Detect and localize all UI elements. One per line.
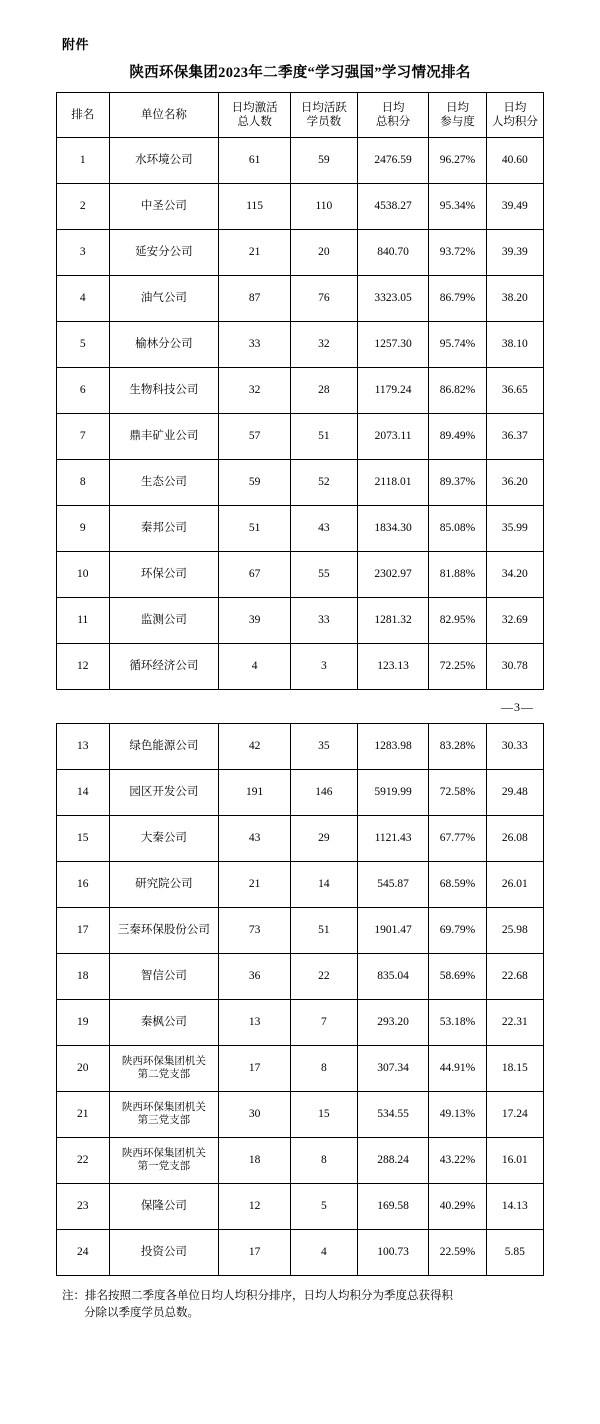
cell-activated: 32 bbox=[219, 368, 291, 414]
cell-activated: 42 bbox=[219, 724, 291, 770]
cell-unit: 秦枫公司 bbox=[109, 1000, 219, 1046]
table-row bbox=[57, 770, 544, 816]
cell-per-capita: 16.01 bbox=[486, 1138, 543, 1184]
cell-activated: 12 bbox=[219, 1184, 291, 1230]
cell-activated: 21 bbox=[219, 230, 291, 276]
cell-unit: 研究院公司 bbox=[109, 862, 219, 908]
cell-unit: 中圣公司 bbox=[109, 184, 219, 230]
table-row bbox=[57, 552, 544, 598]
cell-participation: 49.13% bbox=[429, 1092, 486, 1138]
cell-participation: 72.25% bbox=[429, 644, 486, 690]
table-row bbox=[57, 506, 544, 552]
table-row bbox=[57, 954, 544, 1000]
cell-participation: 81.88% bbox=[429, 552, 486, 598]
cell-participation: 72.58% bbox=[429, 770, 486, 816]
cell-rank: 20 bbox=[57, 1046, 110, 1092]
cell-per-capita: 5.85 bbox=[486, 1230, 543, 1276]
cell-participation: 95.74% bbox=[429, 322, 486, 368]
cell-participation: 86.82% bbox=[429, 368, 486, 414]
cell-per-capita: 35.99 bbox=[486, 506, 543, 552]
attachment-label: 附件 bbox=[62, 37, 90, 52]
cell-active: 146 bbox=[290, 770, 357, 816]
header-line-1: 日均 bbox=[446, 101, 470, 114]
header-line-1: 日均活跃 bbox=[300, 101, 347, 114]
note-line-2: 分除以季度学员总数。 bbox=[84, 1307, 199, 1320]
table-header-row bbox=[57, 93, 544, 138]
cell-rank: 13 bbox=[57, 724, 110, 770]
table-row bbox=[57, 322, 544, 368]
cell-total-score: 2476.59 bbox=[357, 138, 429, 184]
cell-participation: 22.59% bbox=[429, 1230, 486, 1276]
cell-unit-line-1: 陕西环保集团机关 bbox=[121, 1101, 206, 1113]
column-header-participation bbox=[429, 93, 486, 138]
cell-per-capita: 25.98 bbox=[486, 908, 543, 954]
cell-rank: 11 bbox=[57, 598, 110, 644]
table-row bbox=[57, 184, 544, 230]
cell-unit-line-1: 陕西环保集团机关 bbox=[121, 1055, 206, 1067]
cell-per-capita: 32.69 bbox=[486, 598, 543, 644]
column-header-activated bbox=[219, 93, 291, 138]
cell-activated: 39 bbox=[219, 598, 291, 644]
cell-rank: 8 bbox=[57, 460, 110, 506]
cell-activated: 59 bbox=[219, 460, 291, 506]
cell-participation: 89.49% bbox=[429, 414, 486, 460]
cell-rank: 12 bbox=[57, 644, 110, 690]
cell-active: 59 bbox=[290, 138, 357, 184]
cell-participation: 67.77% bbox=[429, 816, 486, 862]
header-line-1: 日均 bbox=[503, 101, 527, 114]
cell-per-capita: 38.10 bbox=[486, 322, 543, 368]
cell-per-capita: 38.20 bbox=[486, 276, 543, 322]
cell-active: 55 bbox=[290, 552, 357, 598]
cell-unit: 榆林分公司 bbox=[109, 322, 219, 368]
table-row bbox=[57, 1138, 544, 1184]
cell-rank: 14 bbox=[57, 770, 110, 816]
cell-per-capita: 26.08 bbox=[486, 816, 543, 862]
cell-active: 7 bbox=[290, 1000, 357, 1046]
table-row bbox=[57, 1000, 544, 1046]
cell-unit bbox=[109, 1138, 219, 1184]
cell-unit bbox=[109, 1046, 219, 1092]
cell-total-score: 3323.05 bbox=[357, 276, 429, 322]
cell-rank: 15 bbox=[57, 816, 110, 862]
cell-participation: 93.72% bbox=[429, 230, 486, 276]
cell-unit: 延安分公司 bbox=[109, 230, 219, 276]
cell-unit: 园区开发公司 bbox=[109, 770, 219, 816]
cell-rank: 7 bbox=[57, 414, 110, 460]
cell-activated: 36 bbox=[219, 954, 291, 1000]
cell-rank: 18 bbox=[57, 954, 110, 1000]
cell-activated: 87 bbox=[219, 276, 291, 322]
table-row bbox=[57, 862, 544, 908]
cell-per-capita: 29.48 bbox=[486, 770, 543, 816]
table-row bbox=[57, 644, 544, 690]
cell-activated: 115 bbox=[219, 184, 291, 230]
cell-active: 14 bbox=[290, 862, 357, 908]
cell-total-score: 840.70 bbox=[357, 230, 429, 276]
header-line-1: 排名 bbox=[71, 108, 95, 121]
table-body-part1 bbox=[57, 138, 544, 690]
cell-total-score: 534.55 bbox=[357, 1092, 429, 1138]
header-line-2: 参与度 bbox=[440, 116, 475, 128]
cell-total-score: 5919.99 bbox=[357, 770, 429, 816]
cell-total-score: 835.04 bbox=[357, 954, 429, 1000]
cell-unit: 秦邦公司 bbox=[109, 506, 219, 552]
cell-total-score: 169.58 bbox=[357, 1184, 429, 1230]
cell-total-score: 1283.98 bbox=[357, 724, 429, 770]
cell-unit: 三秦环保股份公司 bbox=[109, 908, 219, 954]
cell-total-score: 288.24 bbox=[357, 1138, 429, 1184]
cell-rank: 5 bbox=[57, 322, 110, 368]
table-note bbox=[56, 1288, 544, 1323]
cell-active: 4 bbox=[290, 1230, 357, 1276]
cell-total-score: 100.73 bbox=[357, 1230, 429, 1276]
cell-activated: 51 bbox=[219, 506, 291, 552]
cell-active: 5 bbox=[290, 1184, 357, 1230]
cell-unit: 智信公司 bbox=[109, 954, 219, 1000]
header-line-1: 日均激活 bbox=[231, 101, 278, 114]
cell-rank: 6 bbox=[57, 368, 110, 414]
cell-activated: 4 bbox=[219, 644, 291, 690]
cell-activated: 33 bbox=[219, 322, 291, 368]
cell-per-capita: 39.39 bbox=[486, 230, 543, 276]
cell-total-score: 1281.32 bbox=[357, 598, 429, 644]
cell-participation: 53.18% bbox=[429, 1000, 486, 1046]
cell-rank: 2 bbox=[57, 184, 110, 230]
table-row bbox=[57, 816, 544, 862]
cell-per-capita: 40.60 bbox=[486, 138, 543, 184]
cell-per-capita: 39.49 bbox=[486, 184, 543, 230]
cell-total-score: 307.34 bbox=[357, 1046, 429, 1092]
cell-unit-line-2: 第一党支部 bbox=[137, 1160, 191, 1172]
page-number: —3— bbox=[501, 700, 534, 714]
cell-active: 8 bbox=[290, 1138, 357, 1184]
table-row bbox=[57, 1092, 544, 1138]
cell-participation: 95.34% bbox=[429, 184, 486, 230]
cell-unit: 保隆公司 bbox=[109, 1184, 219, 1230]
cell-per-capita: 30.78 bbox=[486, 644, 543, 690]
note-line-1: 注：排名按照二季度各单位日均人均积分排序，日均人均积分为季度总获得积 bbox=[62, 1290, 453, 1302]
cell-participation: 58.69% bbox=[429, 954, 486, 1000]
cell-unit: 大秦公司 bbox=[109, 816, 219, 862]
cell-rank: 22 bbox=[57, 1138, 110, 1184]
cell-activated: 21 bbox=[219, 862, 291, 908]
cell-activated: 18 bbox=[219, 1138, 291, 1184]
cell-total-score: 1121.43 bbox=[357, 816, 429, 862]
page-title: 陕西环保集团2023年二季度“学习强国”学习情况排名 bbox=[129, 65, 471, 81]
cell-activated: 13 bbox=[219, 1000, 291, 1046]
cell-participation: 40.29% bbox=[429, 1184, 486, 1230]
cell-unit bbox=[109, 1092, 219, 1138]
header-line-2: 总人数 bbox=[237, 116, 272, 128]
cell-participation: 68.59% bbox=[429, 862, 486, 908]
cell-activated: 17 bbox=[219, 1046, 291, 1092]
table-row bbox=[57, 1230, 544, 1276]
cell-per-capita: 36.65 bbox=[486, 368, 543, 414]
table-row bbox=[57, 414, 544, 460]
table-row bbox=[57, 230, 544, 276]
cell-total-score: 1901.47 bbox=[357, 908, 429, 954]
cell-total-score: 1834.30 bbox=[357, 506, 429, 552]
cell-activated: 73 bbox=[219, 908, 291, 954]
cell-rank: 21 bbox=[57, 1092, 110, 1138]
cell-rank: 24 bbox=[57, 1230, 110, 1276]
cell-rank: 9 bbox=[57, 506, 110, 552]
column-header-unit bbox=[109, 93, 219, 138]
cell-total-score: 1257.30 bbox=[357, 322, 429, 368]
cell-active: 32 bbox=[290, 322, 357, 368]
cell-total-score: 545.87 bbox=[357, 862, 429, 908]
table-row bbox=[57, 1046, 544, 1092]
cell-activated: 191 bbox=[219, 770, 291, 816]
table-body-part2 bbox=[57, 724, 544, 1276]
column-header-active bbox=[290, 93, 357, 138]
cell-rank: 10 bbox=[57, 552, 110, 598]
table-row bbox=[57, 368, 544, 414]
cell-active: 110 bbox=[290, 184, 357, 230]
cell-unit: 鼎丰矿业公司 bbox=[109, 414, 219, 460]
cell-active: 52 bbox=[290, 460, 357, 506]
cell-per-capita: 14.13 bbox=[486, 1184, 543, 1230]
cell-participation: 44.91% bbox=[429, 1046, 486, 1092]
cell-active: 20 bbox=[290, 230, 357, 276]
table-row bbox=[57, 908, 544, 954]
cell-per-capita: 22.68 bbox=[486, 954, 543, 1000]
column-header-total-score bbox=[357, 93, 429, 138]
cell-rank: 17 bbox=[57, 908, 110, 954]
cell-rank: 16 bbox=[57, 862, 110, 908]
header-line-2: 总积分 bbox=[375, 116, 411, 128]
cell-activated: 57 bbox=[219, 414, 291, 460]
cell-participation: 85.08% bbox=[429, 506, 486, 552]
cell-active: 8 bbox=[290, 1046, 357, 1092]
cell-total-score: 2073.11 bbox=[357, 414, 429, 460]
cell-per-capita: 17.24 bbox=[486, 1092, 543, 1138]
cell-rank: 4 bbox=[57, 276, 110, 322]
cell-activated: 43 bbox=[219, 816, 291, 862]
column-header-rank bbox=[57, 93, 110, 138]
cell-per-capita: 18.15 bbox=[486, 1046, 543, 1092]
cell-activated: 17 bbox=[219, 1230, 291, 1276]
cell-unit-line-2: 第三党支部 bbox=[137, 1114, 191, 1126]
column-header-per-capita bbox=[486, 93, 543, 138]
cell-total-score: 123.13 bbox=[357, 644, 429, 690]
cell-unit: 水环境公司 bbox=[109, 138, 219, 184]
cell-active: 33 bbox=[290, 598, 357, 644]
cell-unit: 绿色能源公司 bbox=[109, 724, 219, 770]
cell-unit: 循环经济公司 bbox=[109, 644, 219, 690]
cell-total-score: 2302.97 bbox=[357, 552, 429, 598]
cell-participation: 69.79% bbox=[429, 908, 486, 954]
table-row bbox=[57, 460, 544, 506]
table-row bbox=[57, 276, 544, 322]
cell-total-score: 2118.01 bbox=[357, 460, 429, 506]
cell-rank: 23 bbox=[57, 1184, 110, 1230]
cell-activated: 30 bbox=[219, 1092, 291, 1138]
cell-active: 51 bbox=[290, 414, 357, 460]
table-row bbox=[57, 598, 544, 644]
cell-per-capita: 34.20 bbox=[486, 552, 543, 598]
cell-participation: 96.27% bbox=[429, 138, 486, 184]
cell-total-score: 1179.24 bbox=[357, 368, 429, 414]
cell-unit-line-2: 第二党支部 bbox=[137, 1068, 191, 1080]
cell-active: 29 bbox=[290, 816, 357, 862]
cell-unit: 油气公司 bbox=[109, 276, 219, 322]
cell-active: 43 bbox=[290, 506, 357, 552]
cell-unit: 生态公司 bbox=[109, 460, 219, 506]
header-line-1: 日均 bbox=[381, 101, 405, 114]
header-line-2: 学员数 bbox=[306, 116, 342, 128]
cell-unit: 投资公司 bbox=[109, 1230, 219, 1276]
cell-active: 76 bbox=[290, 276, 357, 322]
table-row bbox=[57, 1184, 544, 1230]
ranking-table-part2 bbox=[56, 723, 544, 1276]
cell-per-capita: 26.01 bbox=[486, 862, 543, 908]
cell-active: 35 bbox=[290, 724, 357, 770]
cell-active: 15 bbox=[290, 1092, 357, 1138]
cell-activated: 67 bbox=[219, 552, 291, 598]
cell-unit-line-1: 陕西环保集团机关 bbox=[121, 1147, 206, 1159]
cell-participation: 82.95% bbox=[429, 598, 486, 644]
cell-participation: 89.37% bbox=[429, 460, 486, 506]
cell-active: 51 bbox=[290, 908, 357, 954]
cell-rank: 3 bbox=[57, 230, 110, 276]
cell-unit: 生物科技公司 bbox=[109, 368, 219, 414]
cell-rank: 19 bbox=[57, 1000, 110, 1046]
table-row bbox=[57, 724, 544, 770]
cell-total-score: 293.20 bbox=[357, 1000, 429, 1046]
cell-participation: 86.79% bbox=[429, 276, 486, 322]
cell-active: 28 bbox=[290, 368, 357, 414]
cell-unit: 环保公司 bbox=[109, 552, 219, 598]
cell-participation: 83.28% bbox=[429, 724, 486, 770]
cell-per-capita: 30.33 bbox=[486, 724, 543, 770]
cell-per-capita: 36.20 bbox=[486, 460, 543, 506]
table-row bbox=[57, 138, 544, 184]
cell-activated: 61 bbox=[219, 138, 291, 184]
cell-active: 22 bbox=[290, 954, 357, 1000]
cell-total-score: 4538.27 bbox=[357, 184, 429, 230]
cell-per-capita: 22.31 bbox=[486, 1000, 543, 1046]
cell-per-capita: 36.37 bbox=[486, 414, 543, 460]
cell-participation: 43.22% bbox=[429, 1138, 486, 1184]
header-line-1: 单位名称 bbox=[140, 108, 187, 121]
ranking-table-part1 bbox=[56, 92, 544, 690]
cell-active: 3 bbox=[290, 644, 357, 690]
cell-rank: 1 bbox=[57, 138, 110, 184]
cell-unit: 监测公司 bbox=[109, 598, 219, 644]
header-line-2: 人均积分 bbox=[491, 116, 538, 128]
